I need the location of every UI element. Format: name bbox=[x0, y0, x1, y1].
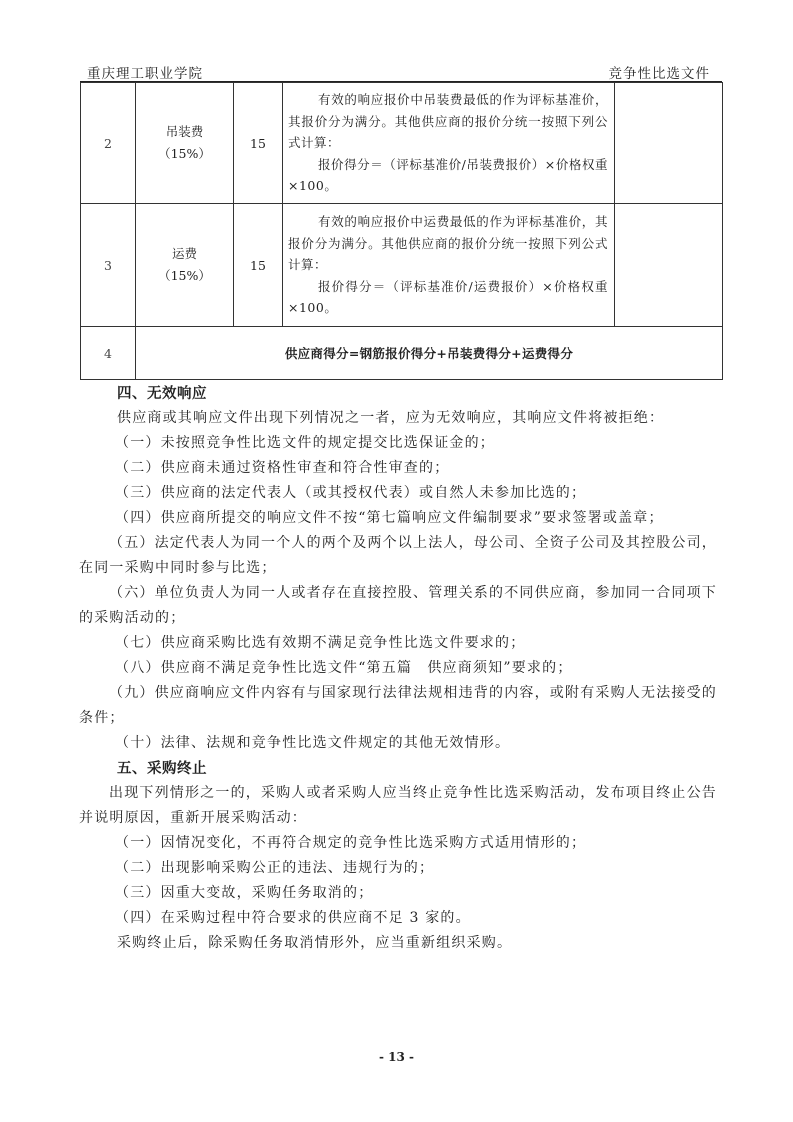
section-intro: 供应商或其响应文件出现下列情况之一者，应为无效响应，其响应文件将被拒绝： bbox=[117, 410, 665, 426]
section-heading: 五、采购终止 bbox=[117, 760, 207, 777]
item-name: 吊装费 bbox=[165, 124, 204, 139]
list-item: （二）供应商未通过资格性审查和符合性审查的； bbox=[115, 460, 450, 476]
total-formula: 供应商得分=钢筋报价得分+吊装费得分+运费得分 bbox=[136, 327, 723, 380]
document-body bbox=[79, 381, 723, 956]
item-cell bbox=[136, 83, 234, 204]
header-organization: 重庆理工职业学院 bbox=[87, 66, 203, 82]
points-cell: 15 bbox=[234, 204, 283, 327]
page-number: - 13 - bbox=[378, 1050, 414, 1064]
item-weight: （15%） bbox=[158, 146, 211, 161]
item-name: 运费 bbox=[171, 246, 197, 261]
list-item: （十）法律、法规和竞争性比选文件规定的其他无效情形。 bbox=[115, 735, 511, 751]
row-number: 4 bbox=[81, 327, 136, 380]
item-weight: （15%） bbox=[158, 268, 211, 283]
item-cell bbox=[136, 204, 234, 327]
scoring-table bbox=[80, 82, 723, 380]
list-item: （四）在采购过程中符合要求的供应商不足 3 家的。 bbox=[115, 910, 471, 926]
section-intro: 出现下列情形之一的，采购人或者采购人应当终止竞争性比选采购活动，发布项目终止公告并说明原因，重新开展采购活动： bbox=[79, 785, 717, 826]
row-number: 2 bbox=[81, 83, 136, 204]
section-heading: 四、无效响应 bbox=[117, 385, 207, 402]
table-row-total bbox=[81, 327, 723, 380]
criteria-formula: 报价得分＝（评标基准价/吊装费报价）×价格权重×100。 bbox=[288, 156, 608, 194]
criteria-cell bbox=[283, 204, 615, 327]
list-item: （一）因情况变化，不再符合规定的竞争性比选采购方式适用情形的； bbox=[115, 835, 587, 851]
list-item: （一）未按照竞争性比选文件的规定提交比选保证金的； bbox=[115, 435, 495, 451]
table-row bbox=[81, 83, 723, 204]
points-cell: 15 bbox=[234, 83, 283, 204]
row-number: 3 bbox=[81, 204, 136, 327]
table-row bbox=[81, 204, 723, 327]
criteria-text: 有效的响应报价中运费最低的作为评标基准价，其报价分为满分。其他供应商的报价分统一按照下列公式计算： bbox=[288, 214, 608, 273]
section-closing: 采购终止后，除采购任务取消情形外，应当重新组织采购。 bbox=[117, 935, 513, 951]
remarks-cell bbox=[615, 204, 723, 327]
criteria-text: 有效的响应报价中吊装费最低的作为评标基准价，其报价分为满分。其他供应商的报价分统一按照下列公式计算： bbox=[288, 92, 608, 151]
criteria-formula: 报价得分＝（评标基准价/运费报价）×价格权重×100。 bbox=[288, 278, 608, 316]
list-item: （四）供应商所提交的响应文件不按“第七篇响应文件编制要求”要求签署或盖章； bbox=[115, 510, 664, 526]
list-item: （七）供应商采购比选有效期不满足竞争性比选文件要求的； bbox=[115, 635, 526, 651]
remarks-cell bbox=[615, 83, 723, 204]
list-item: （三）供应商的法定代表人（或其授权代表）或自然人未参加比选的； bbox=[115, 485, 587, 501]
list-item: （八）供应商不满足竞争性比选文件“第五篇 供应商须知”要求的； bbox=[115, 660, 573, 676]
header-document-type: 竞争性比选文件 bbox=[608, 66, 710, 82]
list-item: （五）法定代表人为同一个人的两个及两个以上法人，母公司、全资子公司及其控股公司，在同一采购中同时参与比选； bbox=[79, 535, 717, 576]
list-item: （二）出现影响采购公正的违法、违规行为的； bbox=[115, 860, 435, 876]
list-item: （九）供应商响应文件内容有与国家现行法律法规相违背的内容，或附有采购人无法接受的条件； bbox=[79, 685, 717, 726]
list-item: （六）单位负责人为同一人或者存在直接控股、管理关系的不同供应商，参加同一合同项下的采购活动的； bbox=[79, 585, 717, 626]
criteria-cell bbox=[283, 83, 615, 204]
list-item: （三）因重大变故，采购任务取消的； bbox=[115, 885, 374, 901]
